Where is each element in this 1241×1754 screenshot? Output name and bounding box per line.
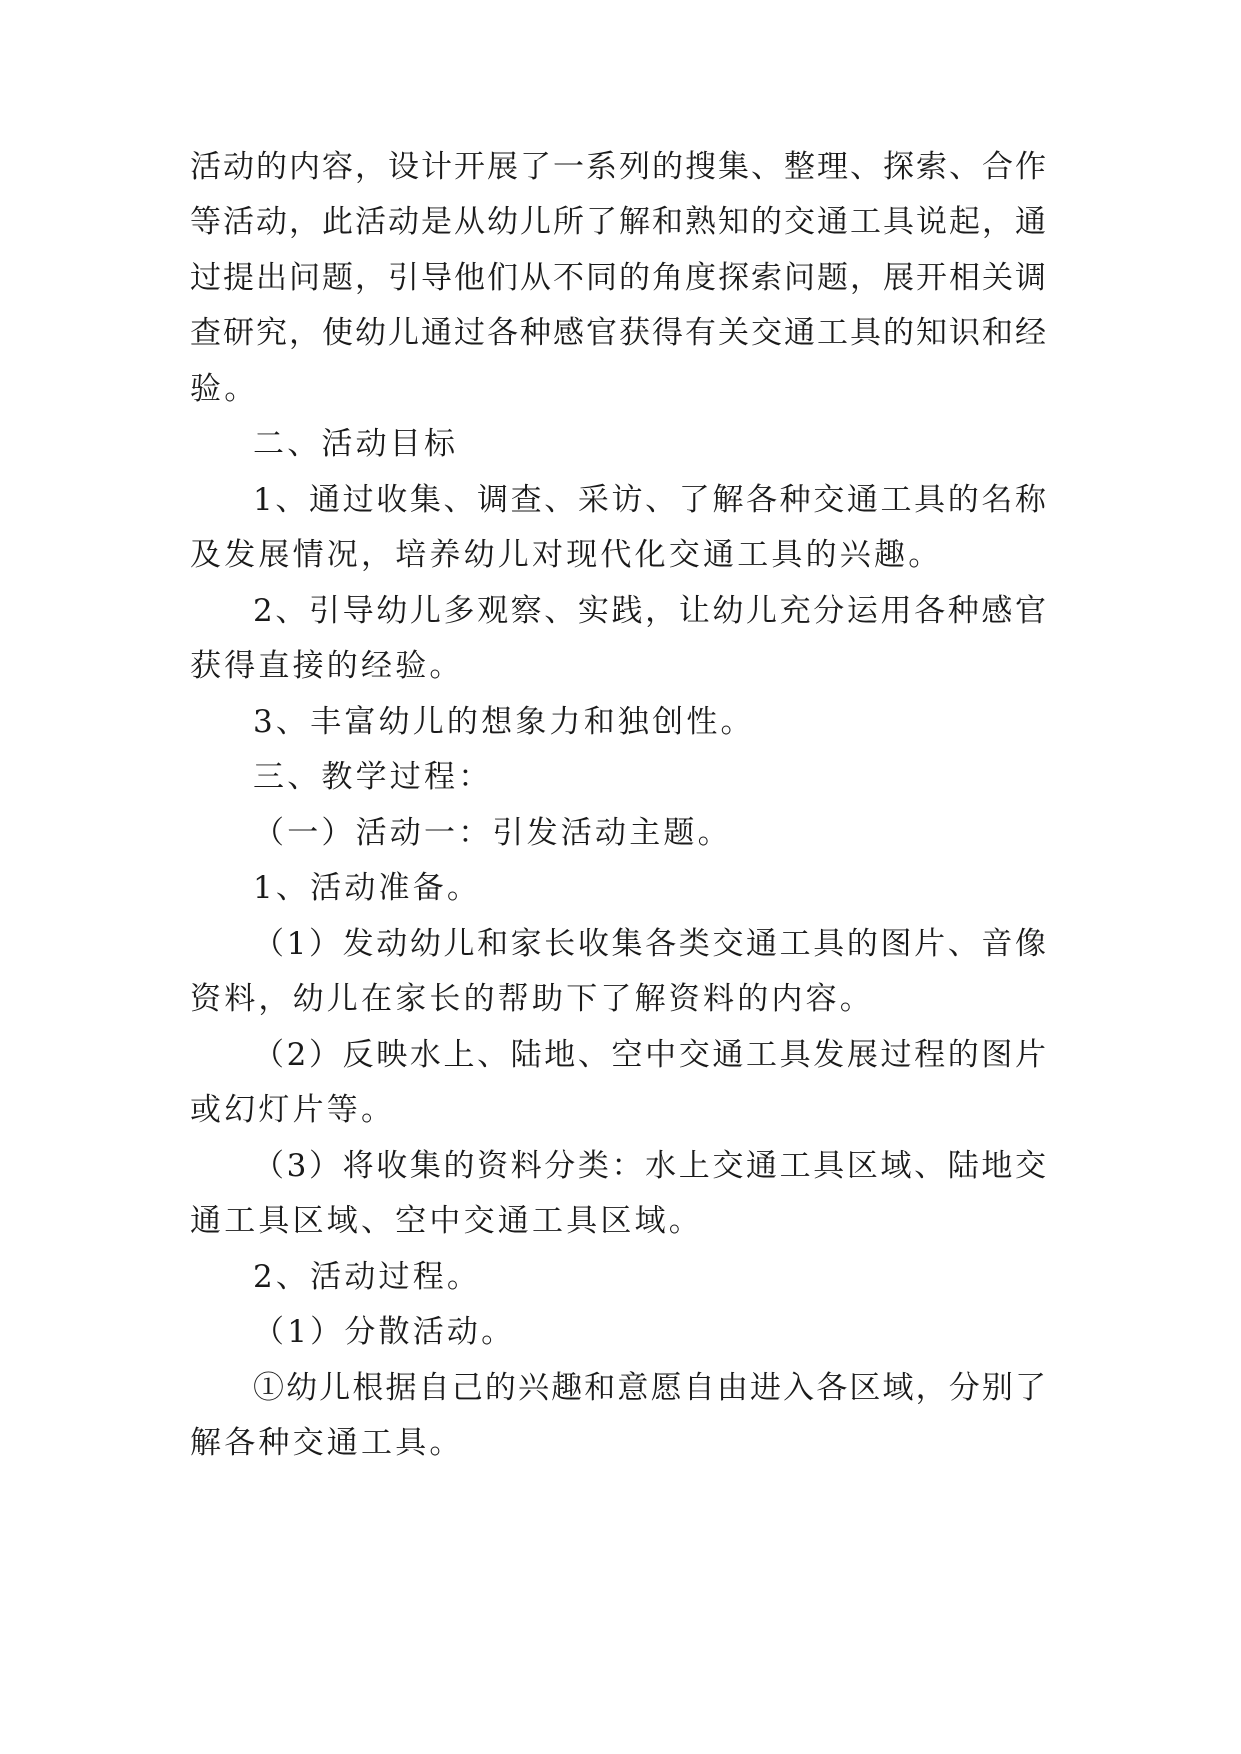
subsection-heading: （一）活动一：引发活动主题。: [253, 815, 732, 851]
paragraph-line: （1）发动幼儿和家长收集各类交通工具的图片、音像: [253, 926, 1046, 962]
paragraph-line: （2）反映水上、陆地、空中交通工具发展过程的图片: [253, 1037, 1046, 1073]
paragraph-line: 获得直接的经验。: [190, 648, 464, 684]
paragraph-line: 活动的内容，设计开展了一系列的搜集、整理、探索、合作: [190, 149, 1046, 185]
paragraph-line: 等活动，此活动是从幼儿所了解和熟知的交通工具说起，通: [190, 204, 1046, 240]
paragraph-line: ①幼儿根据自己的兴趣和意愿自由进入各区域，分别了: [253, 1370, 1046, 1406]
paragraph-line: 过提出问题，引导他们从不同的角度探索问题，展开相关调: [190, 260, 1046, 296]
paragraph-line: 2、活动过程。: [253, 1259, 482, 1295]
paragraph-line: 查研究，使幼儿通过各种感官获得有关交通工具的知识和经: [190, 315, 1046, 351]
paragraph-line: 通工具区域、空中交通工具区域。: [190, 1203, 703, 1239]
paragraph-line: 资料，幼儿在家长的帮助下了解资料的内容。: [190, 981, 874, 1017]
paragraph-line: 或幻灯片等。: [190, 1092, 396, 1128]
section-heading: 二、活动目标: [253, 426, 459, 462]
paragraph-line: 及发展情况，培养幼儿对现代化交通工具的兴趣。: [190, 537, 943, 573]
paragraph-line: 1、活动准备。: [253, 870, 482, 906]
paragraph-line: 1、通过收集、调查、采访、了解各种交通工具的名称: [253, 482, 1046, 518]
paragraph-line: （3）将收集的资料分类：水上交通工具区域、陆地交: [253, 1148, 1046, 1184]
paragraph-line: 验。: [190, 371, 259, 407]
paragraph-line: 3、丰富幼儿的想象力和独创性。: [253, 704, 755, 740]
section-heading: 三、教学过程：: [253, 759, 493, 795]
paragraph-line: 解各种交通工具。: [190, 1425, 464, 1461]
paragraph-line: 2、引导幼儿多观察、实践，让幼儿充分运用各种感官: [253, 593, 1046, 629]
paragraph-line: （1）分散活动。: [253, 1314, 516, 1350]
